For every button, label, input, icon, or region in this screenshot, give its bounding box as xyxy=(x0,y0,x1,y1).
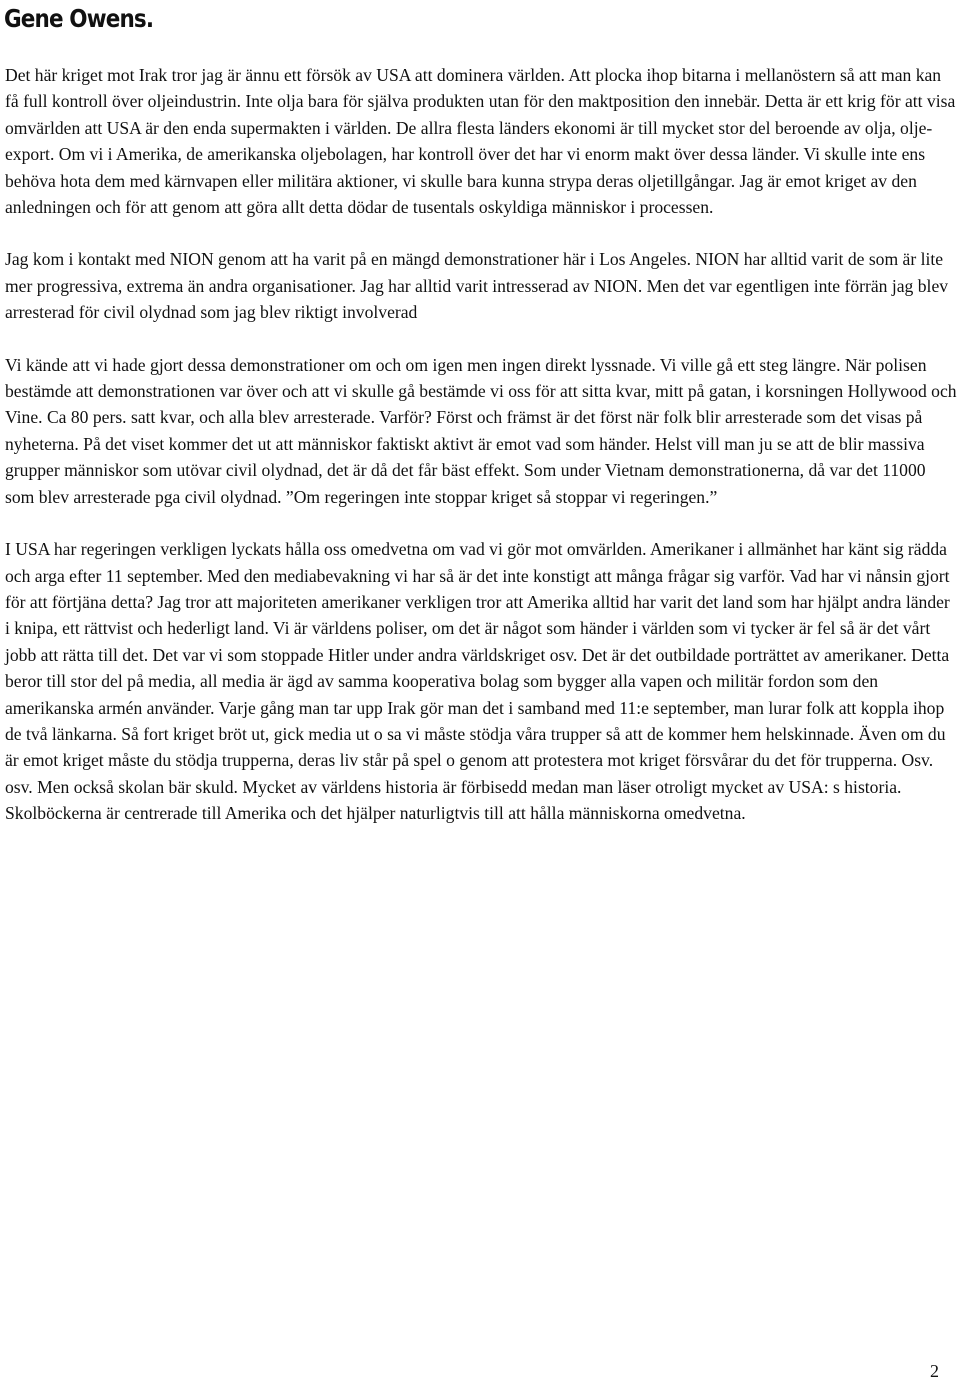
paragraph-4: I USA har regeringen verkligen lyckats hålla oss omedvetna om vad vi gör mot omvärlden. Amerikaner i allmänhet har känt sig rädda och arga efter 11 september. Med den mediabevakning vi har så är det inte konstigt att många frågar sig varför. Vad har vi nånsin gjort för att förtjäna detta? Jag tror att majoriteten amerikaner verkligen tror att Amerika alltid har varit det land som har hjälpt andra länder i knipa, ett rättvist och hederligt land. Vi är världens poliser, om det är något som händer i världen som vi tycker är fel så är det vårt jobb att rätta till det. Det var vi som stoppade Hitler under andra världskriget osv. Det är det outbildade porträttet av amerikaner. Detta beror till stor del på media, all media är ägd av samma kooperativa bolag som bygger alla vapen och militär fordon som den amerikanska armén använder. Varje gång man tar upp Irak gör man det i samband med 11:e september, man lurar folk att koppla ihop de två länkarna. Så fort kriget bröt ut, gick media ut o sa vi måste stödja våra trupper så att de kommer hem helskinnade. Även om du är emot kriget måste du stödja trupperna, deras liv står på spel o genom att protestera mot kriget försvårar du det för trupperna. Osv. osv. Men också skolan bär skuld. Mycket av världens historia är förbisedd medan man läser otroligt mycket av USA: s historia. Skolböckerna är centrerade till Amerika och det hjälper naturligtvis till att hålla människorna omedvetna. xyxy=(5,539,950,824)
paragraph-3: Vi kände att vi hade gjort dessa demonstrationer om och om igen men ingen direkt lyssnade. Vi ville gå ett steg längre. När polisen bestämde att demonstrationen var över och att vi skulle gå bestämde vi oss för att sitta kvar, mitt på gatan, i korsningen Hollywood och Vine. Ca 80 pers. satt kvar, och alla blev arresterade. Varför? Först och främst är det först när folk blir arresterade som det visas på nyheterna. På det viset kommer det ut att människor faktiskt aktivt är emot vad som händer. Helst vill man ju se att de blir massiva grupper människor som utövar civil olydnad, det är då det får bäst effekt. Som under Vietnam demonstrationerna, då var det 11000 som blev arresterade pga civil olydnad. ”Om regeringen inte stoppar kriget så stoppar vi regeringen.” xyxy=(5,354,957,507)
page-title: Gene Owens. xyxy=(4,4,154,33)
paragraph-1: Det här kriget mot Irak tror jag är ännu ett försök av USA att dominera världen. Att plocka ihop bitarna i mellanöstern så att man kan få full kontroll över oljeindustrin. Inte olja bara för själva produkten utan för den maktposition den innebär. Detta är ett krig för att visa omvärlden att USA är den enda supermakten i världen. De allra flesta länders ekonomi är till mycket stor del beroende av olja, olje-export. Om vi i Amerika, de amerikanska oljebolagen, har kontroll över det har vi enorm makt över dessa länder. Vi skulle inte ens behöva hota dem med kärnvapen eller militära aktioner, vi skulle bara kunna strypa deras oljetillgångar. Jag är emot kriget av den anledningen och för att genom att göra allt detta dödar de tusentals oskyldiga människor i processen. xyxy=(5,65,956,218)
paragraph-2: Jag kom i kontakt med NION genom att ha varit på en mängd demonstrationer här i Los Angeles. NION har alltid varit de som är lite mer progressiva, extrema än andra organisationer. Jag har alltid varit intresserad av NION. Men det var egentligen inte förrän jag blev arresterad för civil olydnad som jag blev riktigt involverad xyxy=(5,249,949,323)
article-body xyxy=(5,62,957,853)
page-number: 2 xyxy=(930,1361,939,1381)
